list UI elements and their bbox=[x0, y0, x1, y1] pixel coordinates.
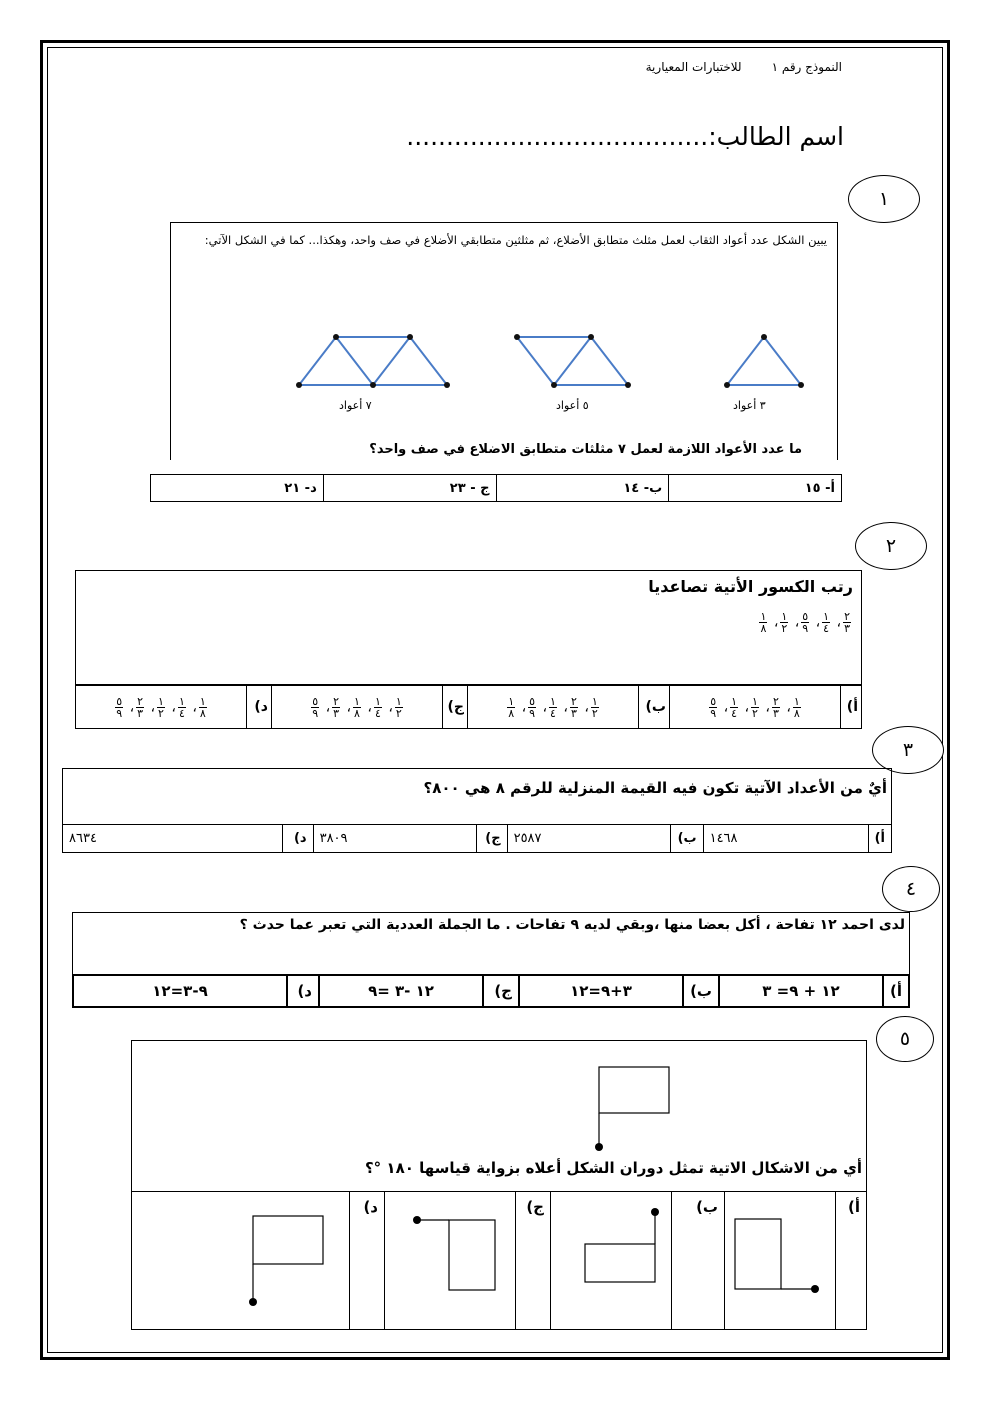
student-name-label: اسم الطالب: bbox=[708, 122, 844, 151]
q2-options bbox=[75, 685, 862, 729]
question-number-2: ٢ bbox=[855, 522, 927, 570]
q2-title: رتب الكسور الأتية تصاعديا bbox=[648, 577, 853, 596]
q1-option-d[interactable]: د- ٢١ bbox=[151, 475, 324, 502]
q1-option-b[interactable]: ب- ١٤ bbox=[496, 475, 669, 502]
caption-7-sticks: ٧ أعواد bbox=[339, 399, 372, 412]
q3-letter-c: ج) bbox=[476, 825, 507, 853]
q3-options bbox=[62, 824, 892, 853]
q2-option-b[interactable]: $\frac{١}{٢}$ ، $\frac{٢}{٣}$ ، $\frac{١}{٤}$ ، $\frac{٥}{٩}$ ، $\frac{١}{٨}$ bbox=[468, 686, 639, 729]
q4-box bbox=[72, 912, 910, 974]
question-number-1: ١ bbox=[848, 175, 920, 223]
q4-question: لدى احمد ١٢ تفاحة ، أكل بعضا منها ،وبقي لديه ٩ تفاحات . ما الجملة العددية التي تعبر عما حدث ؟ bbox=[239, 917, 905, 933]
question-number-5: ٥ bbox=[876, 1016, 934, 1062]
fraction: $\frac{١}{٤}$ bbox=[823, 610, 830, 635]
fraction: $\frac{١}{٢}$ bbox=[781, 610, 788, 635]
q2-option-d[interactable]: $\frac{١}{٨}$ ، $\frac{١}{٤}$ ، $\frac{١}{٢}$ ، $\frac{٢}{٣}$ ، $\frac{٥}{٩}$ bbox=[76, 686, 247, 729]
q4-options bbox=[72, 974, 910, 1008]
q4-option-b[interactable]: ٣+٩=١٢ bbox=[519, 975, 683, 1007]
q3-option-c[interactable]: ٣٨٠٩ bbox=[313, 825, 476, 853]
caption-3-sticks: ٣ أعواد bbox=[733, 399, 766, 412]
q1-text: يبين الشكل عدد أعواد الثقاب لعمل مثلث متطابق الأضلاع، ثم مثلثين متطابقي الأضلاع في صف واحد، وهكذا... كما في الشكل الآتي: bbox=[204, 233, 827, 247]
student-name-line[interactable] bbox=[406, 122, 844, 151]
q5-option-a[interactable] bbox=[725, 1192, 836, 1330]
question-number-4: ٤ bbox=[882, 866, 940, 912]
q2-letter-d: د) bbox=[247, 686, 272, 729]
q1-question: ما عدد الأعواد اللازمة لعمل ٧ مثلثات متطابق الاضلاع في صف واحد؟ bbox=[369, 442, 802, 457]
option-c-shape bbox=[385, 1194, 515, 1324]
caption-5-sticks: ٥ أعواد bbox=[556, 399, 589, 412]
q3-question: أيٌ من الأعداد الآتية تكون فيه القيمة المنزلية للرقم ٨ هي ٨٠٠؟ bbox=[423, 779, 887, 797]
fraction: $\frac{٢}{٣}$ bbox=[844, 610, 850, 635]
q1-box bbox=[170, 222, 838, 460]
q1-options bbox=[150, 474, 842, 502]
q3-option-a[interactable]: ١٤٦٨ bbox=[703, 825, 868, 853]
q2-letter-b: ب) bbox=[639, 686, 670, 729]
q2-option-a[interactable]: $\frac{١}{٨}$ ، $\frac{٢}{٣}$ ، $\frac{١}{٢}$ ، $\frac{١}{٤}$ ، $\frac{٥}{٩}$ bbox=[670, 686, 841, 729]
q4-option-d[interactable]: ٩-٣=١٢ bbox=[73, 975, 287, 1007]
model-subtitle: للاختبارات المعيارية bbox=[645, 60, 742, 74]
q2-letter-a: أ) bbox=[841, 686, 862, 729]
matchstick-figures bbox=[171, 223, 839, 461]
q4-letter-c: ج) bbox=[483, 975, 519, 1007]
q5-letter-d: د) bbox=[350, 1192, 385, 1330]
q2-option-c[interactable]: $\frac{١}{٢}$ ، $\frac{١}{٤}$ ، $\frac{١}{٨}$ ، $\frac{٢}{٣}$ ، $\frac{٥}{٩}$ bbox=[272, 686, 443, 729]
q5-option-d[interactable] bbox=[132, 1192, 350, 1330]
q2-fractions: $\frac{٢}{٣}$ ، $\frac{١}{٤}$ ، $\frac{٥}{٩}$ ، $\frac{١}{٢}$ ، $\frac{١}{٨}$ bbox=[760, 610, 850, 635]
q3-letter-b: ب) bbox=[670, 825, 703, 853]
q4-letter-b: ب) bbox=[683, 975, 719, 1007]
q2-letter-c: ج) bbox=[443, 686, 468, 729]
q3-option-b[interactable]: ٢٥٨٧ bbox=[507, 825, 670, 853]
q1-option-a[interactable]: أ- ١٥ bbox=[669, 475, 842, 502]
q5-letter-c: ج) bbox=[516, 1192, 551, 1330]
q4-option-c[interactable]: ١٢ -٣ =٩ bbox=[319, 975, 483, 1007]
option-b-shape bbox=[551, 1194, 671, 1324]
q5-options bbox=[131, 1191, 867, 1330]
q5-letter-a: أ) bbox=[836, 1192, 867, 1330]
model-label: النموذج رقم ١ bbox=[771, 60, 842, 74]
q1-option-c[interactable]: ج - ٢٣ bbox=[323, 475, 496, 502]
student-name-dots: ...................................... bbox=[406, 122, 709, 151]
q5-box bbox=[131, 1040, 867, 1330]
q5-option-c[interactable] bbox=[385, 1192, 516, 1330]
q4-option-a[interactable]: ١٢ + ٩= ٣ bbox=[719, 975, 883, 1007]
option-d-shape bbox=[219, 1194, 349, 1324]
fraction: $\frac{٥}{٩}$ bbox=[802, 610, 809, 635]
q4-letter-d: د) bbox=[287, 975, 319, 1007]
q3-letter-d: د) bbox=[282, 825, 313, 853]
q4-letter-a: أ) bbox=[883, 975, 909, 1007]
flag-figure bbox=[587, 1061, 677, 1161]
q5-letter-b: ب) bbox=[672, 1192, 725, 1330]
q3-option-d[interactable]: ٨٦٣٤ bbox=[63, 825, 283, 853]
fraction: $\frac{١}{٨}$ bbox=[760, 610, 767, 635]
q5-option-b[interactable] bbox=[551, 1192, 672, 1330]
page-header bbox=[616, 60, 842, 74]
q3-letter-a: أ) bbox=[868, 825, 891, 853]
q3-box bbox=[62, 768, 892, 824]
question-number-3: ٣ bbox=[872, 726, 944, 774]
q2-box bbox=[75, 570, 862, 685]
option-a-shape bbox=[725, 1194, 835, 1324]
q5-question: أي من الاشكال الاتية تمثل دوران الشكل أعلاه بزواية قياسها ١٨٠ °؟ bbox=[364, 1159, 862, 1177]
